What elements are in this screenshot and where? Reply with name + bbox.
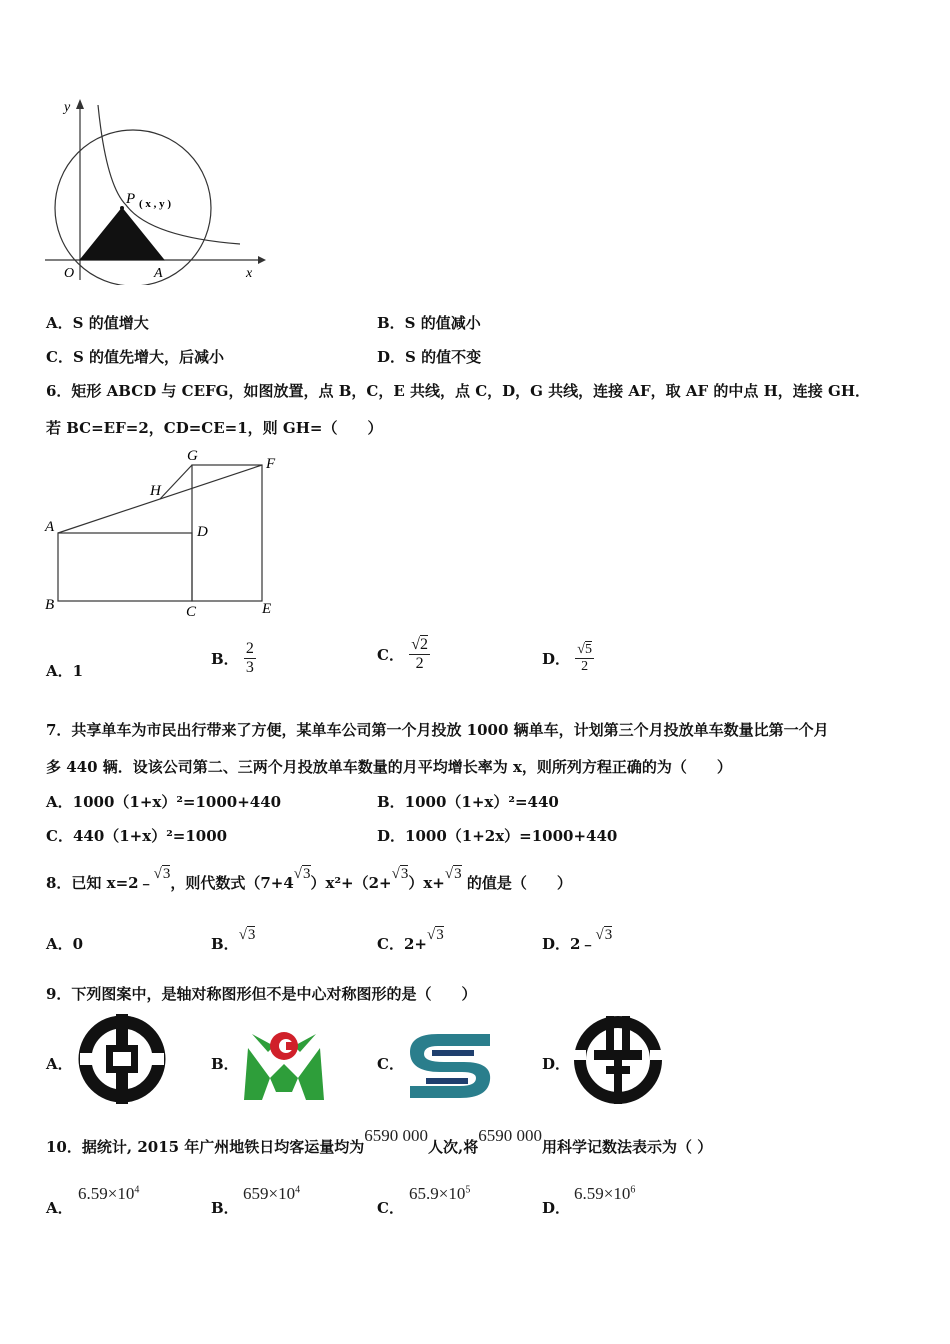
q6-stem-line2: 若 BC=EF=2，CD=CE=1，则 GH=（ ）	[46, 419, 383, 437]
numerator: √5	[577, 642, 592, 657]
q10-option-c-label[interactable]: C．	[377, 1199, 404, 1217]
y-axis-arrow	[76, 99, 84, 109]
q6-option-b-label: B．	[211, 650, 239, 668]
q8-option-b-label: B．	[211, 935, 239, 953]
x-axis-arrow	[258, 256, 266, 264]
shaded-triangle	[80, 208, 164, 260]
q8-stem-part2: ，则代数式（7+4	[170, 874, 294, 892]
label-p-coords: ( x , y )	[139, 198, 172, 210]
q10-option-b-value[interactable]: $659\times 10^4$	[243, 1184, 301, 1203]
label-o: O	[64, 266, 75, 281]
q6-stem-line1: 6．矩形 ABCD 与 CEFG，如图放置，点 B，C，E 共线，点 C，D，G 共线，连接 AF，取 AF 的中点 H，连接 GH．	[46, 382, 871, 400]
q6-option-a-label: A．	[46, 662, 73, 680]
rect-abcd	[58, 533, 192, 601]
q6-option-c-label: C．	[377, 646, 404, 664]
q6-option-a[interactable]	[46, 660, 83, 681]
q6-option-d[interactable]	[542, 642, 594, 675]
fraction	[409, 636, 430, 673]
q9-option-b-label[interactable]: B．	[211, 1055, 239, 1073]
sqrt-3: √3	[238, 927, 256, 943]
denominator: 2	[581, 659, 589, 674]
label-f: F	[266, 456, 276, 472]
circle	[55, 130, 211, 285]
denominator: 2	[415, 655, 424, 672]
q10-number-2: 6590 000	[478, 1126, 543, 1145]
q9-stem: 9．下列图案中，是轴对称图形但不是中心对称图形的是（ ）	[46, 985, 477, 1003]
label-e: E	[262, 601, 272, 617]
label-p: P	[126, 191, 136, 207]
q10-stem-part3: 用科学记数法表示为（ ）	[542, 1138, 713, 1156]
denominator: 3	[245, 659, 254, 676]
numerator: 2	[245, 640, 254, 657]
q7-option-d[interactable]: D．1000（1+2x）=1000+440	[377, 827, 618, 845]
q8-option-a[interactable]: A．0	[46, 935, 84, 953]
q6-option-d-label: D．	[542, 650, 571, 668]
q9-option-c-label[interactable]: C．	[377, 1055, 404, 1073]
q10-number-1: 6590 000	[364, 1126, 429, 1145]
label-b: B	[45, 597, 55, 613]
q8-option-c-label: C．2+	[377, 935, 427, 953]
label-a: A	[45, 519, 55, 535]
q8-option-d[interactable]	[542, 927, 613, 954]
label-d: D	[197, 524, 208, 540]
fraction	[575, 642, 594, 675]
sqrt-3: √3	[444, 866, 462, 882]
numerator: √2	[411, 636, 428, 653]
q8-stem-part4: ）x+	[408, 874, 445, 892]
q10-option-a-value[interactable]: $6.59\times 10^4$	[78, 1184, 140, 1203]
label-x: x	[246, 266, 253, 281]
label-y: y	[64, 100, 71, 115]
point-p	[120, 206, 124, 210]
label-c: C	[186, 604, 197, 620]
q10-option-a-label[interactable]: A．	[46, 1199, 73, 1217]
q10-stem-part1: 10．据统计, 2015 年广州地铁日均客运量均为	[46, 1138, 365, 1156]
q10-option-b-label[interactable]: B．	[211, 1199, 239, 1217]
sqrt-3: √3	[153, 866, 171, 882]
label-a: A	[154, 266, 163, 281]
q9-option-d-label[interactable]: D．	[542, 1055, 571, 1073]
q8-stem	[46, 866, 572, 893]
q7-stem-line2: 多 440 辆．设该公司第二、三两个月投放单车数量的月平均增长率为 x，则所列方程正确的为（ ）	[46, 758, 732, 776]
q5-figure	[40, 95, 270, 285]
q10-stem	[46, 1125, 712, 1165]
q10-option-d-label[interactable]: D．	[542, 1199, 571, 1217]
q8-option-d-label: D．2﹣	[542, 935, 596, 953]
q7-stem-line1: 7．共享单车为市民出行带来了方便，某单车公司第一个月投放 1000 辆单车，计划第三个月投放单车数量比第一个月	[46, 721, 829, 739]
q10-option-c-value[interactable]: $65.9\times 10^5$	[409, 1184, 471, 1203]
q9-option-a-label[interactable]: A．	[46, 1055, 73, 1073]
label-g: G	[187, 448, 198, 464]
sqrt-3: √3	[595, 927, 613, 943]
q10-stem-part2: 人次,将	[428, 1138, 479, 1156]
china-construction-logo[interactable]	[404, 1030, 496, 1102]
q8-stem-part1: 8．已知 x=2﹣	[46, 874, 154, 892]
sqrt-3: √3	[426, 927, 444, 943]
q6-option-a-value: 1	[72, 662, 84, 680]
agricultural-bank-logo[interactable]	[572, 1014, 664, 1106]
q5-option-b[interactable]: B．S 的值减小	[377, 314, 481, 332]
label-h: H	[150, 483, 161, 499]
q6-option-b[interactable]	[211, 640, 256, 677]
q8-option-b[interactable]	[211, 927, 256, 954]
q7-option-b[interactable]: B．1000（1+x）²=440	[377, 793, 559, 811]
q10-option-d-value[interactable]: $6.59\times 10^6$	[574, 1184, 636, 1203]
q6-figure	[40, 445, 290, 620]
bank-of-china-logo[interactable]	[76, 1012, 168, 1106]
q8-stem-part5: 的值是（ ）	[461, 874, 572, 892]
sqrt-3: √3	[391, 866, 409, 882]
q8-stem-part3: ）x²+（2+	[310, 874, 392, 892]
q7-option-a[interactable]: A．1000（1+x）²=1000+440	[46, 793, 282, 811]
q5-option-d[interactable]: D．S 的值不变	[377, 348, 482, 366]
q6-option-c[interactable]	[377, 636, 430, 673]
fraction	[244, 640, 256, 677]
q5-option-c[interactable]: C．S 的值先增大，后减小	[46, 348, 224, 366]
agri-bank-green-logo[interactable]	[240, 1020, 328, 1106]
sqrt-3: √3	[293, 866, 311, 882]
q7-option-c[interactable]: C．440（1+x）²=1000	[46, 827, 228, 845]
q8-option-c[interactable]	[377, 927, 444, 954]
q5-option-a[interactable]: A．S 的值增大	[46, 314, 149, 332]
